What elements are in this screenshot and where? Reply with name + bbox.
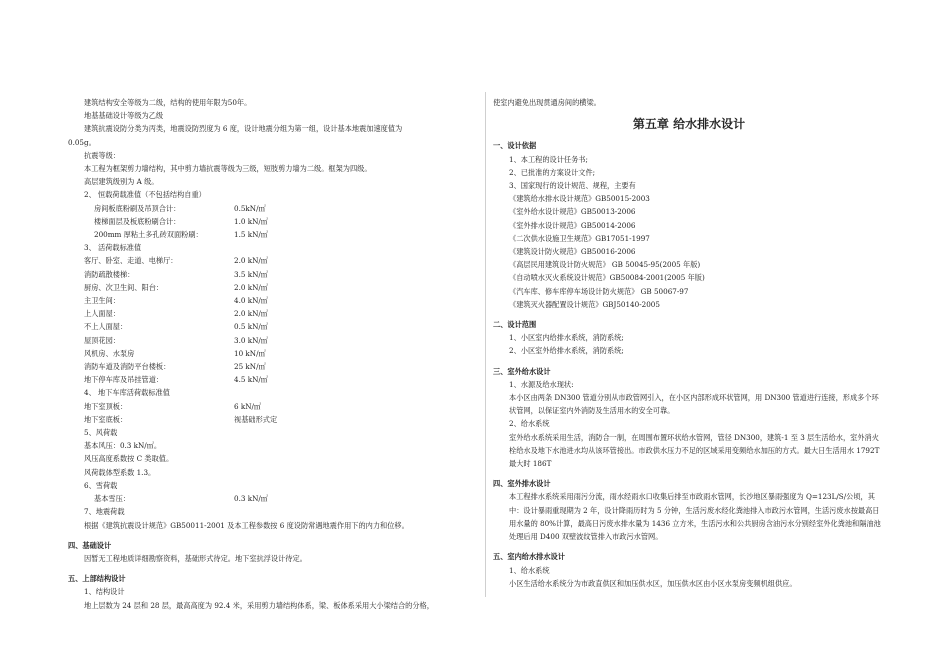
- load-row: [68, 373, 480, 386]
- structure-design-text: 地上层数为 24 层和 28 层，最高高度为 92.4 米，采用剪力墙结构体系，梁、板体系采用大小梁结合的分格，: [84, 600, 434, 610]
- load-value: 6 kN/㎡: [234, 401, 262, 411]
- load-value: 4.0 kN/㎡: [234, 296, 268, 306]
- load-row: [68, 228, 480, 241]
- load-value: 2.0 kN/㎡: [234, 309, 268, 319]
- load-label: 200mm 厚粘土多孔砖双面粉刷：: [94, 230, 203, 240]
- load-label: 主卫生间：: [84, 296, 120, 306]
- load-value: 3.0 kN/㎡: [234, 335, 268, 345]
- chapter-title: 第五章 给水排水设计: [632, 117, 746, 132]
- code-item: 《汽车库、修车库停车场设计防火规范》 GB 50067-97: [509, 286, 689, 296]
- code-item: 《高层民用建筑设计防火规范》 GB 50045-95(2005 年版): [509, 260, 701, 270]
- load-value: 2.0 kN/㎡: [234, 282, 268, 292]
- load-row: [68, 400, 480, 413]
- live-load-heading: 3、 活荷载标准值: [84, 243, 142, 253]
- structure-safety-level: 建筑结构安全等级为二级，结构的使用年限为50年。: [84, 98, 252, 107]
- building-class: 高层建筑级别为 A 级。: [84, 177, 159, 187]
- indoor-supply-text: 小区生活给水系统分为市政直供区和加压供水区，加压供水区由小区水泵房变频机组供应。: [509, 578, 797, 588]
- seismic-acceleration: 0.05g。: [68, 137, 96, 147]
- water-source-text: 本小区由两条 DN300 管道分别从市政管网引入，在小区内部形成环状管网，用 DN300 管道进行连接，形成多个环状管网，以保证室内外消防及生活用水的安全可靠。: [509, 393, 879, 416]
- load-row: [68, 360, 480, 373]
- supply-system-text: 室外给水系统采用生活，消防合一制，在周围布置环状给水管网，管径 DN300，建筑-1 至 3 层生活给水，室外消火栓给水及地下水池进水均从该环管接出。市政供水压力不足的区域采用变频给水加压的方式。最大日生活用水 1792T 最大时 186T: [509, 432, 880, 469]
- seismic-load-heading: 7、地震荷载: [84, 507, 125, 517]
- foundation-text: 因暂无工程地质详细勘察资料，基础形式待定。地下室抗浮设计待定。: [84, 553, 307, 563]
- load-label: 地下室底板：: [84, 414, 128, 424]
- basis-item: 2、已批准的方案设计文件;: [509, 167, 596, 177]
- indoor-supply-subheading: 1、给水系统: [509, 565, 550, 575]
- continued-text: 使室内避免出现贯通房间的横梁。: [493, 98, 601, 107]
- code-item: 《室外给水设计规范》GB50013-2006: [509, 207, 636, 217]
- code-item: 《建筑灭火器配置设计规范》GBJ50140-2005: [509, 299, 660, 309]
- wind-pressure: 基本风压：0.3 kN/㎡。: [84, 441, 162, 451]
- seismic-classification: 建筑抗震设防分类为丙类，地震设防烈度为 6 度，设计地震分组为第一组，设计基本地震加速度值为: [84, 124, 403, 134]
- load-label: 基本雪压：: [94, 494, 130, 504]
- load-row: [68, 215, 480, 228]
- load-row: [68, 320, 480, 333]
- scope-item: 2、小区室外给排水系统，消防系统;: [509, 346, 624, 356]
- section-heading-outdoor-water-supply: 三、室外给水设计: [493, 366, 551, 376]
- seismic-load-text: 根据《建筑抗震设计规范》GB50011-2001 及本工程参数按 6 度设防常遇地震作用下的内力和位移。: [84, 520, 409, 530]
- load-label: 上人面屋：: [84, 309, 120, 319]
- garage-load-heading: 4、 地下车库活荷载标准值: [84, 388, 170, 398]
- seismic-grade-text: 本工程为框架剪力墙结构，其中剪力墙抗震等级为三级，短肢剪力墙为二级。框架为四级。: [84, 164, 372, 174]
- load-label: 地下停车库及吊挂管道：: [84, 375, 164, 385]
- water-source-subheading: 1、水源及给水现状:: [509, 379, 574, 389]
- load-row: [68, 281, 480, 294]
- wind-shape-factor: 风荷载体型系数 1.3。: [84, 467, 156, 477]
- scope-item: 1、小区室内给排水系统，消防系统;: [509, 333, 624, 343]
- code-item: 《二次供水设施卫生规范》GB17051-1997: [509, 233, 650, 243]
- wind-load-heading: 5、风荷载: [84, 428, 118, 438]
- drainage-text: 本工程排水系统采用雨污分流，雨水经雨水口收集后排至市政雨水管网，长沙地区暴雨强度为 Q=123L/S/公顷，其中：设计暴雨重现期为 2 年，设计降雨历时为 5 分钟，生活污废水经化粪池排入市政污水管网，生活污废水按最高日用水量的 80%计算，最高日污废水排水量为 1436 立方米，生活污水和公共厨房含油污水分别经室外化粪池和隔油池处理后用 D400 双壁波纹管排入市政污水管网。: [509, 492, 881, 542]
- section-heading-basis: 一、设计依据: [493, 141, 537, 151]
- load-label: 风机房、水泵房: [84, 348, 135, 358]
- dead-load-heading: 2、 恒载荷载准值（不包括结构自重）: [84, 190, 206, 200]
- load-value: 0.5kN/㎡: [234, 203, 266, 213]
- load-value: 1.5 kN/㎡: [234, 230, 268, 240]
- load-value: 4.5 kN/㎡: [234, 375, 268, 385]
- load-label: 消防疏散楼梯：: [84, 269, 135, 279]
- code-item: 《室外排水设计规范》GB50014-2006: [509, 220, 636, 230]
- basis-item: 1、本工程的设计任务书;: [509, 154, 588, 164]
- basis-item: 3、国家现行的设计规范、规程，主要有: [509, 181, 636, 191]
- load-label: 房间板底粉刷及吊顶合计：: [94, 203, 181, 213]
- right-column: [493, 96, 885, 590]
- load-row: [68, 268, 480, 281]
- section-heading-outdoor-drainage: 四、室外排水设计: [493, 479, 551, 489]
- load-row: [68, 347, 480, 360]
- load-label: 厨房、次卫生间、阳台：: [84, 282, 164, 292]
- load-value: 1.0 kN/㎡: [234, 216, 268, 226]
- structure-design-subheading: 1、结构设计: [84, 587, 125, 597]
- section-heading-scope: 二、设计范围: [493, 320, 537, 330]
- foundation-design-level: 地基基础设计等级为乙级: [84, 111, 164, 121]
- seismic-grade-label: 抗震等级：: [84, 150, 120, 160]
- load-value: 3.5 kN/㎡: [234, 269, 268, 279]
- supply-system-subheading: 2、给水系统: [509, 419, 550, 429]
- load-row: [68, 254, 480, 267]
- load-value: 2.0 kN/㎡: [234, 256, 268, 266]
- load-label: 不上人面屋：: [84, 322, 128, 332]
- column-divider: [485, 92, 486, 597]
- section-heading-superstructure: 五、上部结构设计: [68, 574, 126, 584]
- section-heading-foundation: 四、基础设计: [68, 540, 112, 550]
- load-label: 客厅、卧室、走道、电梯厅：: [84, 256, 178, 266]
- load-row: [68, 492, 480, 505]
- load-value: 视基础形式定: [234, 414, 278, 424]
- left-column: [68, 96, 480, 612]
- load-value: 25 kN/㎡: [234, 362, 266, 372]
- snow-load-heading: 6、雪荷载: [84, 480, 118, 490]
- load-row: [68, 202, 480, 215]
- code-item: 《建筑给水排水设计规范》GB50015-2003: [509, 194, 650, 204]
- wind-height-factor: 风压高度系数按 C 类取值。: [84, 454, 174, 464]
- load-value: 0.3 kN/㎡: [234, 494, 268, 504]
- load-row: [68, 334, 480, 347]
- section-heading-indoor-water: 五、室内给水排水设计: [493, 552, 565, 562]
- load-label: 屋顶花园：: [84, 335, 120, 345]
- load-label: 消防车道及消防平台楼板：: [84, 362, 171, 372]
- load-label: 地下室顶板：: [84, 401, 128, 411]
- code-item: 《建筑设计防火规范》GB50016-2006: [509, 247, 636, 257]
- load-row: [68, 294, 480, 307]
- load-value: 10 kN/㎡: [234, 348, 266, 358]
- load-row: [68, 307, 480, 320]
- code-item: 《自动喷水灭火系统设计规范》GB50084-2001(2005 年版): [509, 273, 705, 283]
- load-value: 0.5 kN/㎡: [234, 322, 268, 332]
- load-row: [68, 413, 480, 426]
- load-label: 楼梯面层及板底粉刷合计：: [94, 216, 181, 226]
